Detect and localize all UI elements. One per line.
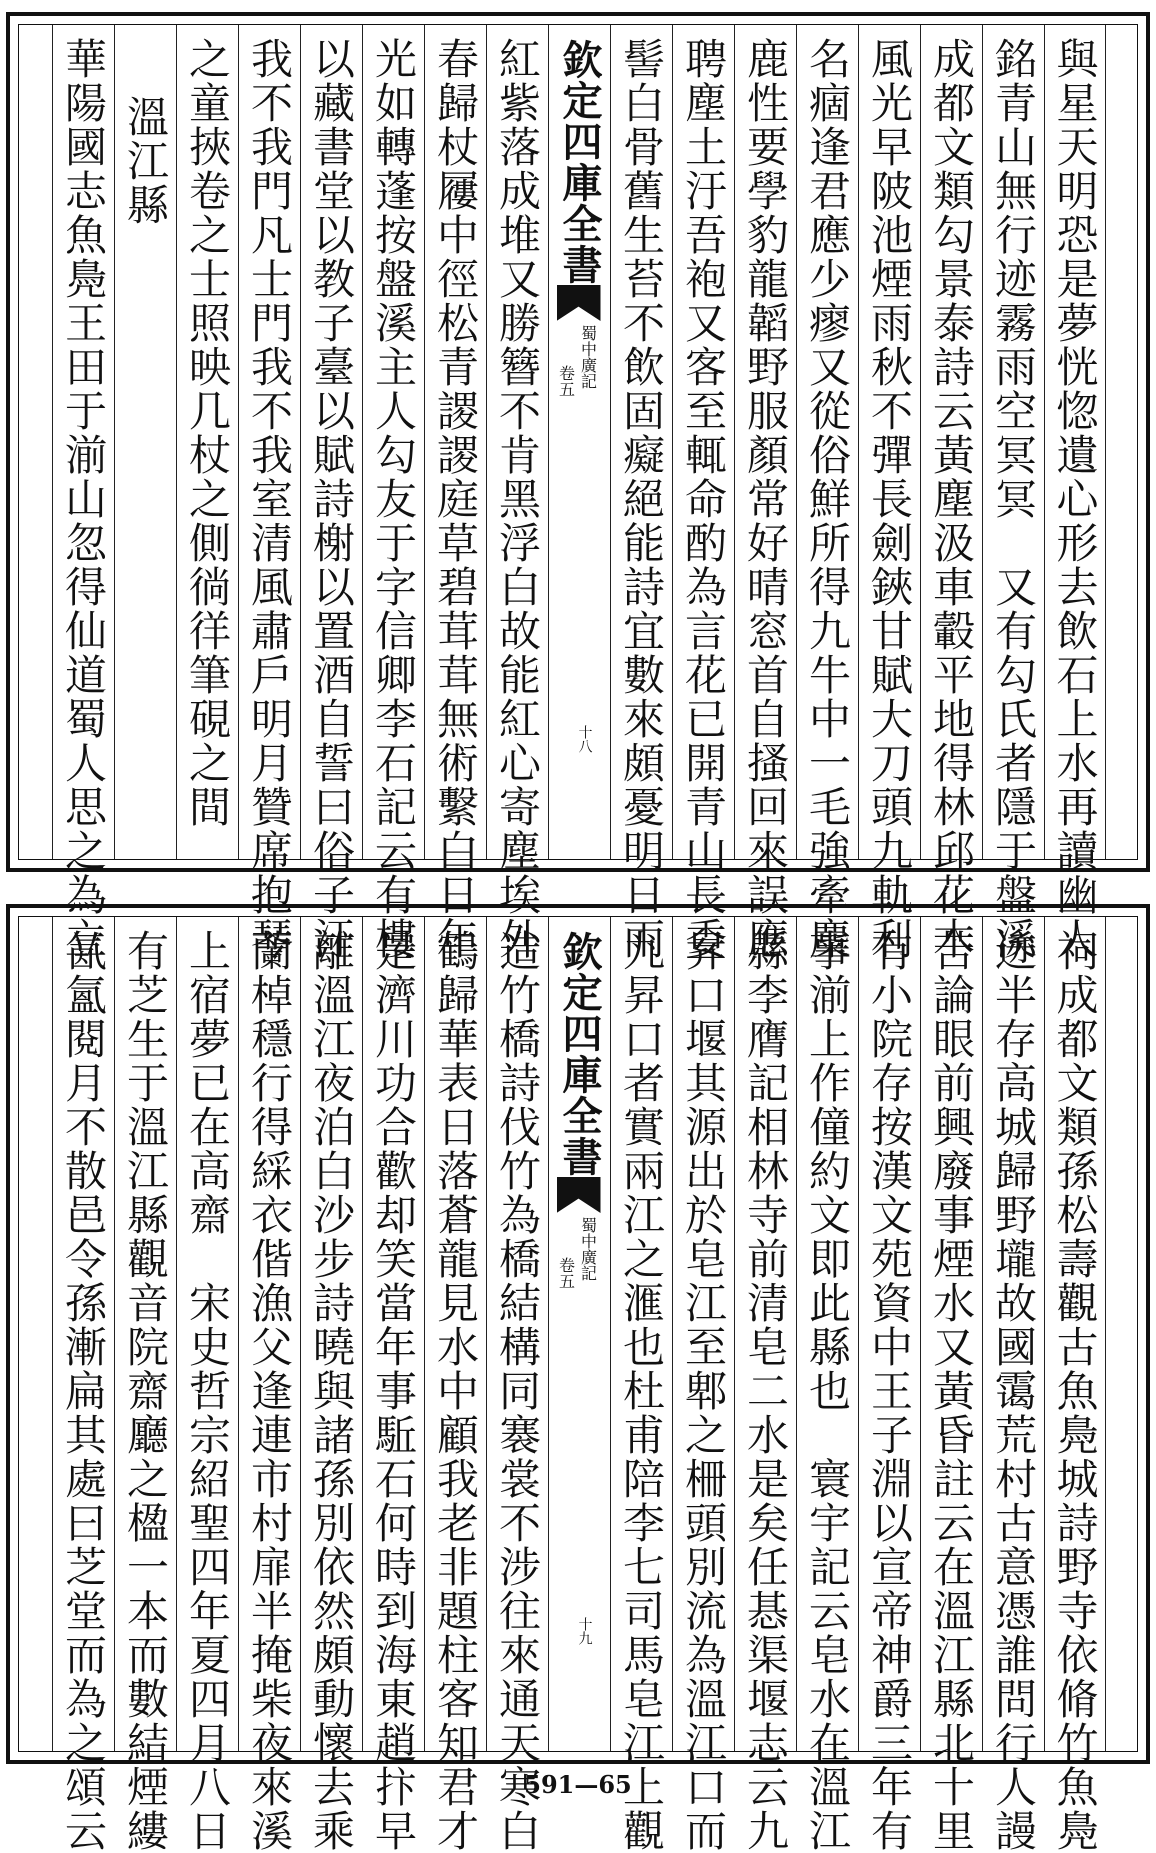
bottom-page-column-text: 祠成都文類孫松壽觀古魚鳧城詩野寺依脩竹魚鳧 bbox=[1050, 929, 1100, 1853]
top-page-text-column bbox=[114, 25, 176, 859]
top-page-column-text: 溫江縣 bbox=[121, 95, 170, 227]
bottom-page-text-column bbox=[424, 917, 486, 1853]
top-page-text-column bbox=[610, 25, 672, 961]
top-page-column-text: 銘青山無行迹霧雨空冥冥 又有勾氏者隱于盤溪 bbox=[989, 37, 1038, 961]
top-page-column-text: 紅紫落成堆又勝簪不肯黑浮白故能紅心寄塵埃外 bbox=[493, 37, 542, 961]
top-page-column-text: 名痼逢君應少瘳又從俗鮮所得九牛中一毛強牽麋 bbox=[803, 37, 852, 961]
top-page-text-column bbox=[796, 25, 858, 961]
bottom-page-text-column bbox=[300, 917, 362, 1853]
top-page-text-column bbox=[362, 25, 424, 961]
bottom-page-column-text: 鶴歸華表日落蒼龍見水中顧我老非題柱客知君才 bbox=[431, 929, 480, 1853]
bottom-page-text-column bbox=[672, 917, 734, 1853]
bottom-page-center-header bbox=[548, 917, 610, 1751]
bottom-page-text-column bbox=[920, 917, 982, 1853]
bottom-page-text-column bbox=[734, 917, 796, 1853]
bottom-page-column-text: 上宿夢已在高齋 宋史哲宗紹聖四年夏四月八日 bbox=[183, 929, 232, 1853]
top-page-text-column bbox=[300, 25, 362, 961]
top-page-column-text: 我不我門凡士門我不我室清風肅戶明月贊席抱琴 bbox=[245, 37, 294, 961]
bottom-page-text-column bbox=[238, 917, 300, 1853]
bottom-page-text-column bbox=[858, 917, 920, 1853]
top-page-column-text: 光如轉蓬按盤溪主人勾友于字信卿李石記云有樓 bbox=[369, 37, 418, 961]
top-page-column-text: 華陽國志魚鳧王田于湔山忽得仙道蜀人思之為立 bbox=[59, 37, 108, 961]
top-page-page-number: 十八 bbox=[576, 725, 593, 753]
bottom-page-text-column bbox=[362, 917, 424, 1853]
top-page-column-text: 鹿性要學豹龍韜野服顏常好晴窓首自搔回來誤應 bbox=[741, 37, 790, 961]
bottom-page-column-text: 有小院存按漢文苑資中王子淵以宣帝神爵三年有 bbox=[865, 929, 914, 1853]
top-page-text-column bbox=[920, 25, 982, 961]
bottom-page-column-text: 蘭棹穩行得綵衣偕漁父逢連市村扉半掩柴夜來溪 bbox=[245, 929, 294, 1853]
catalog-number: 591—65 bbox=[524, 1770, 632, 1799]
bottom-page-column-text: 縣李膺記相林寺前清皂二水是矣任惎渠堰志云九 bbox=[741, 929, 790, 1853]
top-page-column-text: 之童挾卷之士照映几杖之側徜徉筆硯之間 bbox=[183, 37, 232, 829]
top-page-text-column bbox=[52, 25, 114, 961]
bottom-page-column-text: 有芝生于溫江縣觀音院齋廳之楹一本而數結煙縷 bbox=[121, 929, 170, 1853]
top-page-column-text: 髻白骨舊生苔不飲固癡絕能詩宜數來頗憂明日雨 bbox=[617, 37, 666, 961]
bottom-page-column-text: 九昇口者實兩江之滙也杜甫陪李七司馬皂江上觀 bbox=[617, 929, 666, 1853]
bottom-page-text-column bbox=[610, 917, 672, 1853]
bottom-page-text-column bbox=[486, 917, 548, 1853]
top-page-text-column bbox=[1044, 25, 1106, 961]
bottom-page-text-column bbox=[796, 917, 858, 1853]
bottom-page-column-text: 離溫江夜泊白沙步詩曉與諸孫別依然頗動懷去乘 bbox=[307, 929, 356, 1853]
top-page-volume-label: 卷五 bbox=[556, 365, 576, 397]
bottom-page-book-title: 欽定四庫全書 bbox=[556, 931, 603, 1177]
bottom-page-column-text: 造竹橋詩伐竹為橋結構同褰裳不涉往來通天寒白 bbox=[493, 929, 542, 1853]
top-page-text-column bbox=[176, 25, 238, 859]
bottom-page-text-column bbox=[176, 917, 238, 1853]
bottom-page-column-text: 苦論眼前興廢事煙水又黃昏註云在溫江縣北十里 bbox=[927, 929, 976, 1853]
bottom-page-column-text: 昇口堰其源出於皂江至郫之柵頭別流為溫江口而 bbox=[679, 929, 728, 1853]
top-page-text-column bbox=[982, 25, 1044, 961]
top-page bbox=[6, 12, 1150, 961]
top-page-columns bbox=[19, 25, 1137, 961]
bottom-page-volume-label: 卷五 bbox=[556, 1257, 576, 1289]
top-page-center-header bbox=[548, 25, 610, 859]
bottom-page-page-number: 十九 bbox=[576, 1617, 593, 1645]
top-page-work-title: 蜀中廣記 bbox=[578, 325, 598, 389]
bottom-page-column-text: 事湔上作僮約文即此縣也 寰宇記云皂水在溫江 bbox=[803, 929, 852, 1853]
bottom-page-text-column bbox=[1044, 917, 1106, 1853]
top-page-text-column bbox=[734, 25, 796, 961]
top-page-text-column bbox=[672, 25, 734, 961]
bottom-page-column-text: 迹半存高城歸野壠故國霭荒村古意憑誰問行人謾 bbox=[989, 929, 1038, 1853]
top-page-column-text: 成都文類勾景泰詩云黃塵汲車轂平地得林邱花木 bbox=[927, 37, 976, 961]
top-page-text-column bbox=[858, 25, 920, 961]
bottom-page-work-title: 蜀中廣記 bbox=[578, 1217, 598, 1281]
bottom-page-column-text: 是濟川功合歡却笑當年事駈石何時到海東趙抃早 bbox=[369, 929, 418, 1853]
bottom-page-text-column bbox=[982, 917, 1044, 1853]
top-page-column-text: 春歸杖屨中徑松青謖謖庭草碧茸茸無術繫白日年 bbox=[431, 37, 480, 961]
top-page-column-text: 風光早陂池煙雨秋不彈長劍鋏甘賦大刀頭九軌利 bbox=[865, 37, 914, 961]
top-page-column-text: 以藏書堂以教子臺以賦詩榭以置酒自誓曰俗子汙 bbox=[307, 37, 356, 961]
top-page-text-column bbox=[424, 25, 486, 961]
bottom-page-text-column bbox=[52, 917, 114, 1853]
top-page-text-column bbox=[238, 25, 300, 961]
top-page-text-column bbox=[486, 25, 548, 961]
top-page-book-title: 欽定四庫全書 bbox=[556, 39, 603, 285]
bottom-page-text-column bbox=[114, 917, 176, 1853]
top-page-frame bbox=[18, 24, 1138, 961]
bottom-page-column-text: 氤氳閱月不散邑令孫漸扁其處曰芝堂而為之頌云 bbox=[59, 929, 108, 1853]
top-page-column-text: 聘塵土汙吾袍又客至輒命酌為言花已開青山長委 bbox=[679, 37, 728, 961]
top-page-column-text: 與星天明恐是夢恍惚遺心形去飲石上水再讀幽人 bbox=[1050, 37, 1100, 961]
